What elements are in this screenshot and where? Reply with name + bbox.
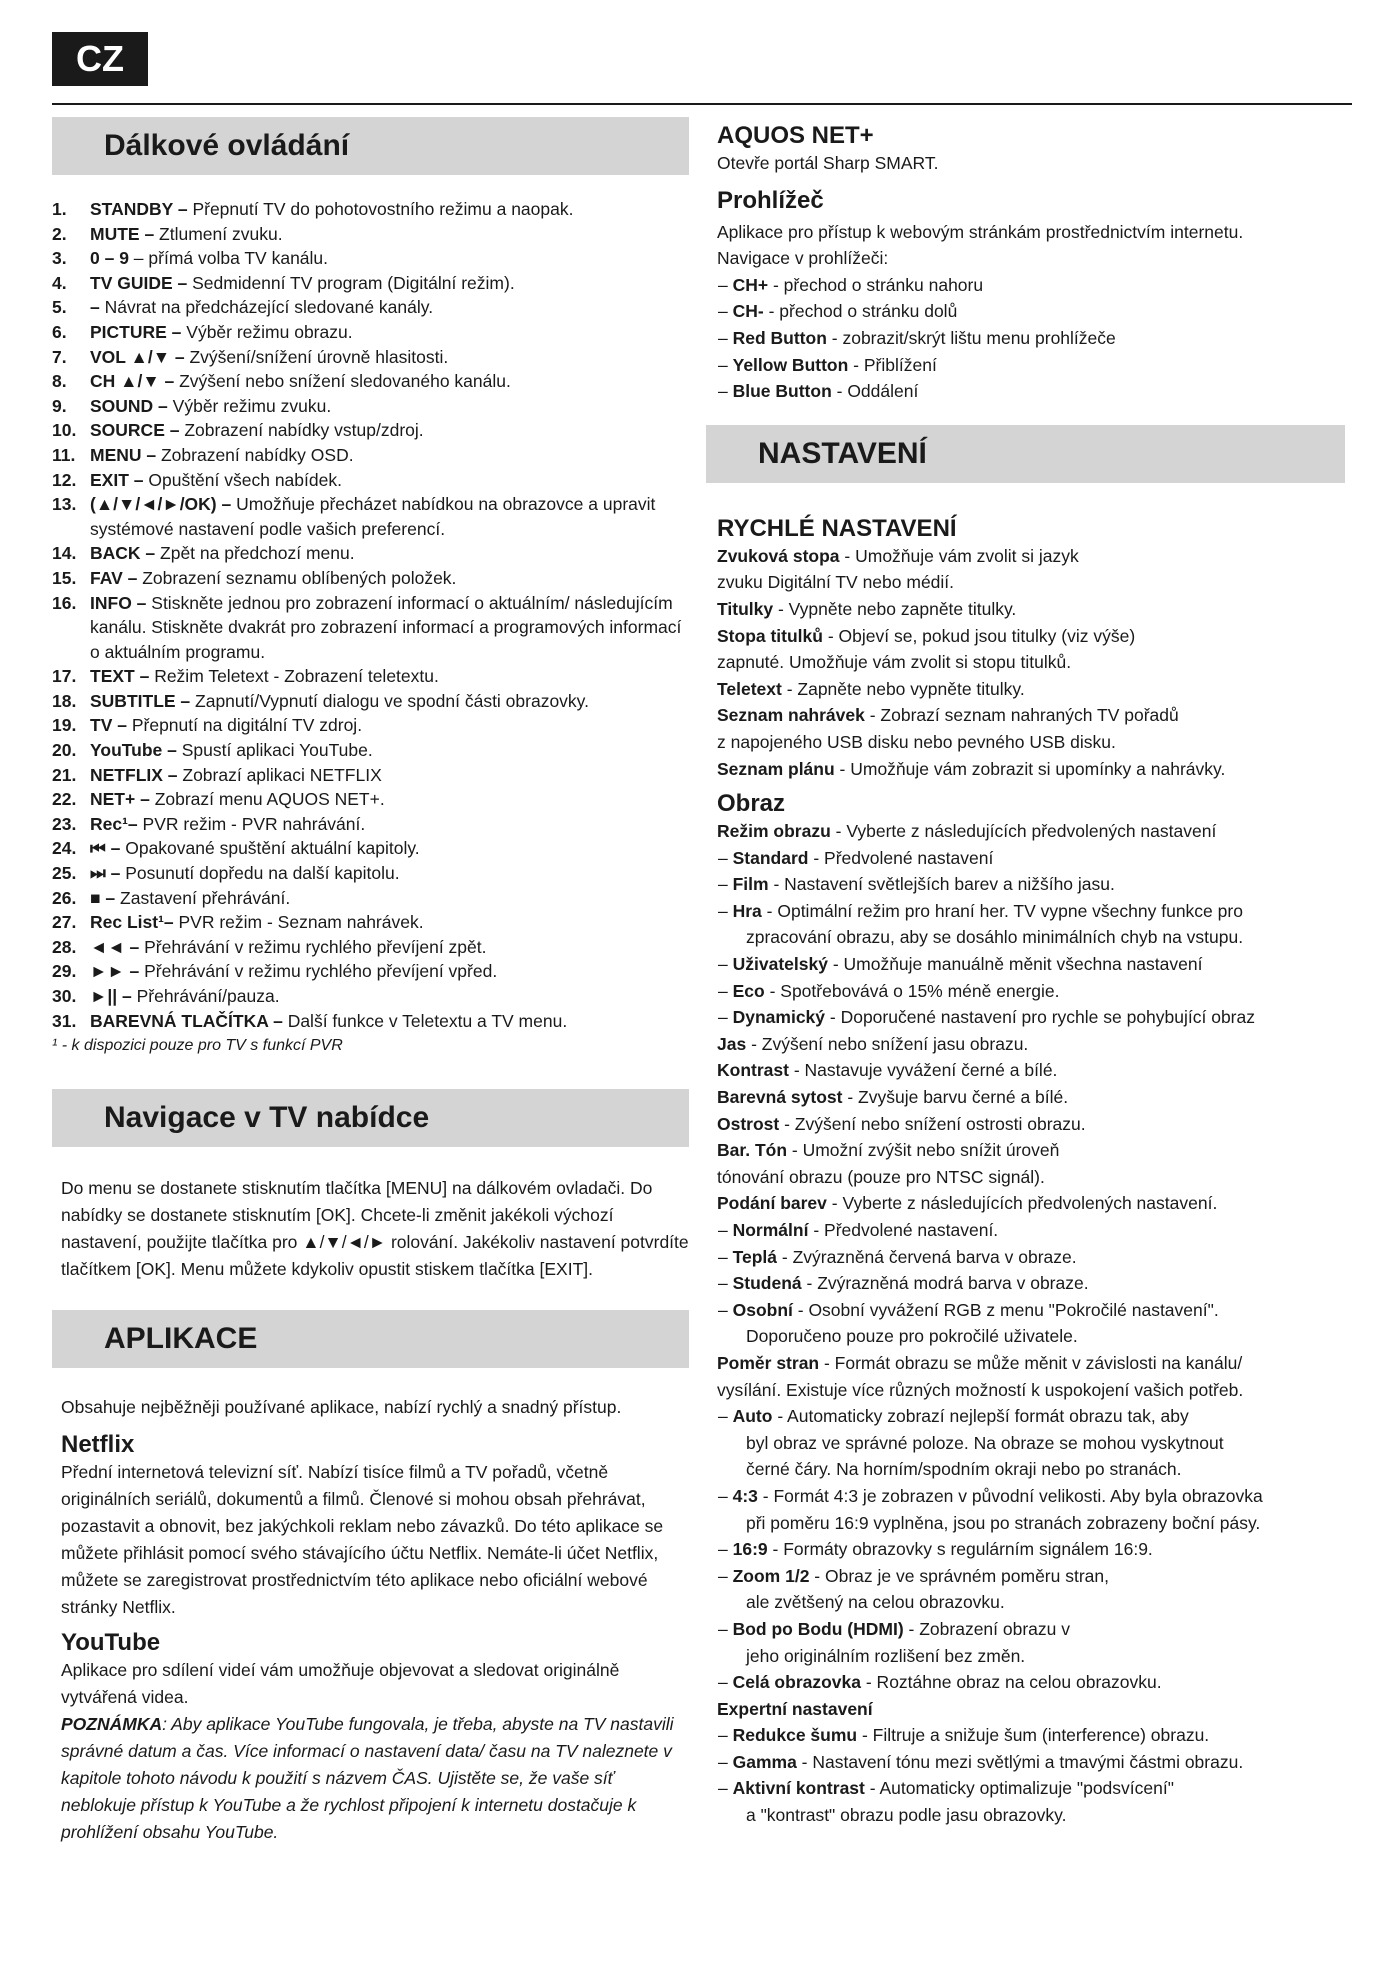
key-description: Zvýšení/snížení úrovně hlasitosti. — [184, 346, 449, 367]
picture-setting-line: – Uživatelský - Umožňuje manuálně měnit všechna nastavení — [718, 954, 1203, 975]
quick-setting-line — [708, 649, 1345, 676]
remote-item — [52, 886, 689, 911]
item-number: 1. — [52, 199, 67, 219]
key-label: EXIT – — [90, 469, 144, 490]
setting-desc: černé čáry. Na horním/spodním okraji nebo po stranách. — [746, 1459, 1182, 1480]
picture-setting-line: – Osobní - Osobní vyvážení RGB z menu "Pokročilé nastavení". — [718, 1299, 1219, 1320]
key-label: ►|| – — [90, 986, 132, 1006]
setting-desc: - Zvyšuje barvu černé a bílé. — [842, 1087, 1069, 1108]
netflix-text: Přední internetová televizní síť. Nabízí tisíce filmů a TV pořadů, včetně originálních seriálů, dokumentů a filmů. Členové si mohou obsah přehrávat, pozastavit a obnovit, bez jakýchkoli reklam nebo závazků. Do této aplikace se můžete přihlásit pomocí svého stávajícího účtu Netflix. Nemáte-li účet Netflix, můžete se zaregistrovat prostřednictvím této aplikace nebo oficiální webové stránky Netflix. — [61, 1462, 664, 1618]
remote-item — [52, 812, 689, 837]
picture-setting-line: – Dynamický - Doporučené nastavení pro rychle se pohybující obraz — [718, 1007, 1255, 1028]
picture-setting-line — [708, 1456, 1345, 1483]
browser-list — [708, 272, 1345, 405]
key-label: INFO – — [90, 592, 147, 613]
key-description: Zobrazení nabídky OSD. — [156, 444, 354, 465]
setting-name: Stopa titulků — [717, 625, 823, 646]
item-number: 27. — [52, 912, 77, 933]
item-number: 4. — [52, 272, 67, 293]
picture-setting-line: – Bod po Bodu (HDMI) - Zobrazení obrazu v — [718, 1618, 1070, 1639]
setting-desc: - Nastavení tónu mezi světlými a tmavými částmi obrazu. — [796, 1751, 1244, 1772]
remote-item — [52, 541, 689, 566]
remote-item — [52, 935, 689, 960]
remote-item — [52, 984, 689, 1009]
setting-name: Seznam nahrávek — [717, 705, 865, 726]
setting-name: Hra — [732, 900, 762, 921]
setting-desc: - Zvýrazněná modrá barva v obraze. — [801, 1273, 1089, 1294]
key-label: ■ – — [90, 887, 116, 908]
note-text: : Aby aplikace YouTube fungovala, je třeba, abyste na TV nastavili správné datum a čas. Více informací o nastavení data/ času na TV naleznete v kapitole tohoto návodu k použití s názvem ČAS. Ujistěte se, že vaše síť neblokuje přístup k YouTube a že rychlost připojení k internetu dostačuje k prohlížení obsahu YouTube. — [61, 1714, 674, 1843]
key-description: Zobrazí aplikaci NETFLIX — [177, 764, 382, 785]
remote-list — [52, 197, 689, 1033]
setting-desc: - Objeví se, pokud jsou titulky (viz výše) — [822, 625, 1136, 646]
setting-desc: - Spotřebovává o 15% méně energie. — [764, 980, 1060, 1001]
key-description: Přehrávání v režimu rychlého převíjení vpřed. — [139, 961, 498, 982]
browser-key: CH- — [732, 301, 764, 322]
settings-heading: NASTAVENÍ — [706, 425, 1345, 483]
setting-desc: - Filtruje a snižuje šum (interference) obrazu. — [857, 1725, 1210, 1746]
setting-name: Standard — [732, 847, 809, 868]
remote-item — [52, 246, 689, 271]
browser-title: Prohlížeč — [717, 186, 824, 214]
picture-setting-line — [708, 924, 1345, 951]
navigation-text: Do menu se dostanete stisknutím tlačítka [MENU] na dálkovém ovladači. Do nabídky se dostanete stisknutím [OK]. Chcete-li změnit jakékoli výchozí nastavení, použijte tlačítka pro ▲/▼/◄/► rolování. Jakékoliv nastavení potvrdíte tlačítkem [OK]. Menu můžete kdykoliv opustit stiskem tlačítka [EXIT]. — [61, 1178, 689, 1280]
key-label: ►► – — [90, 961, 140, 982]
key-label: ⏭ – — [90, 863, 121, 884]
key-description: Zvýšení nebo snížení sledovaného kanálu. — [174, 371, 511, 392]
apps-intro: Obsahuje nejběžněji používané aplikace, nabízí rychlý a snadný přístup. — [61, 1397, 622, 1418]
right-column — [708, 122, 1345, 1829]
item-number: 23. — [52, 813, 77, 834]
setting-name: Podání barev — [717, 1193, 827, 1214]
picture-setting-line — [708, 1137, 1345, 1164]
picture-setting-line: – Auto - Automaticky zobrazí nejlepší formát obrazu tak, aby — [718, 1406, 1189, 1427]
key-label: CH ▲/▼ – — [90, 371, 175, 392]
note-label: POZNÁMKA — [61, 1714, 163, 1735]
item-number: 25. — [52, 863, 77, 884]
remote-item — [52, 664, 689, 689]
item-number: 6. — [52, 321, 67, 342]
remote-item — [52, 271, 689, 296]
key-label: BACK – — [90, 543, 156, 564]
setting-desc: Doporučeno pouze pro pokročilé uživatele. — [746, 1326, 1078, 1347]
item-number: 2. — [52, 223, 67, 244]
item-number: 22. — [52, 789, 77, 810]
setting-desc: - Předvolené nastavení. — [808, 1220, 999, 1240]
setting-name: Eco — [732, 980, 765, 1001]
key-description: Umožňuje přecházet nabídkou na obrazovce a upravit systémové nastavení podle vašich preferencí. — [90, 494, 656, 539]
key-label: VOL ▲/▼ – — [90, 346, 185, 367]
picture-setting-line — [708, 1696, 1345, 1723]
picture-setting-line — [708, 1057, 1345, 1084]
picture-title: Obraz — [717, 790, 786, 818]
item-number: 18. — [52, 690, 77, 711]
setting-name: Zvuková stopa — [717, 545, 840, 566]
remote-item — [52, 197, 689, 222]
setting-desc: - Optimální režim pro hraní her. TV vypne všechny funkce pro — [761, 900, 1243, 921]
setting-name: Normální — [732, 1220, 809, 1240]
key-description: Opakované spuštění aktuální kapitoly. — [120, 838, 420, 859]
remote-item — [52, 591, 689, 665]
browser-key: Yellow Button — [732, 354, 849, 375]
youtube-note — [52, 1711, 689, 1846]
header-rule — [52, 103, 1352, 105]
picture-setting-line — [708, 1802, 1345, 1829]
setting-desc: - Umožní zvýšit nebo snížit úroveň — [787, 1140, 1060, 1161]
key-description: Zpět na předchozí menu. — [155, 543, 355, 564]
item-number: 16. — [52, 592, 77, 613]
setting-name: 16:9 — [732, 1539, 768, 1560]
picture-setting-line — [708, 818, 1345, 845]
key-label: TEXT – — [90, 666, 150, 687]
key-label: TV GUIDE – — [90, 272, 188, 293]
remote-item — [52, 787, 689, 812]
key-label: ⏮ – — [90, 838, 121, 859]
setting-name: Redukce šumu — [732, 1725, 858, 1746]
key-description: Přepnutí na digitální TV zdroj. — [126, 715, 363, 736]
key-description: – přímá volba TV kanálu. — [128, 248, 329, 269]
browser-desc: - Oddálení — [831, 381, 919, 402]
quick-settings-title: RYCHLÉ NASTAVENÍ — [717, 514, 957, 542]
setting-desc: - Nastavuje vyvážení černé a bílé. — [788, 1060, 1058, 1081]
picture-setting-line: – Hra - Optimální režim pro hraní her. TV vypne všechny funkce pro — [718, 900, 1243, 921]
setting-name: Teletext — [717, 678, 782, 699]
picture-setting-line: – Aktivní kontrast - Automaticky optimalizuje "podsvícení" — [718, 1778, 1174, 1799]
setting-desc: vysílání. Existuje více různých možností k uspokojení vašich potřeb. — [717, 1379, 1244, 1400]
browser-key: Red Button — [732, 327, 827, 348]
item-number: 17. — [52, 666, 77, 687]
picture-setting-line — [708, 1190, 1345, 1217]
setting-name: Ostrost — [717, 1113, 780, 1134]
item-number: 24. — [52, 838, 77, 859]
item-number: 20. — [52, 740, 77, 761]
navigation-heading: Navigace v TV nabídce — [52, 1089, 689, 1147]
remote-item — [52, 443, 689, 468]
remote-item — [52, 468, 689, 493]
setting-desc: - Formát 4:3 je zobrazen v původní velikosti. Aby byla obrazovka — [757, 1485, 1263, 1506]
setting-name: Celá obrazovka — [732, 1672, 861, 1693]
browser-key: Blue Button — [732, 381, 832, 402]
setting-desc: - Zobrazení obrazu v — [903, 1618, 1070, 1639]
browser-text-2: Navigace v prohlížeči: — [717, 248, 889, 269]
picture-setting-line — [708, 1084, 1345, 1111]
setting-name: Uživatelský — [732, 954, 828, 975]
browser-item: – CH+ - přechod o stránku nahoru — [718, 274, 984, 295]
picture-setting-line — [708, 1111, 1345, 1138]
item-number: 14. — [52, 543, 77, 564]
key-label: NETFLIX – — [90, 764, 178, 785]
netflix-title: Netflix — [61, 1431, 135, 1459]
setting-name: Film — [732, 874, 769, 895]
key-description: Přehrávání/pauza. — [131, 986, 280, 1006]
item-number: 5. — [52, 297, 67, 318]
picture-settings-list — [708, 818, 1345, 1829]
remote-item — [52, 492, 689, 541]
key-label: BAREVNÁ TLAČÍTKA – — [90, 1010, 283, 1031]
remote-item — [52, 713, 689, 738]
quick-settings-list — [708, 543, 1345, 782]
remote-item — [52, 689, 689, 714]
setting-desc: byl obraz ve správné poloze. Na obraze se mohou vyskytnout — [746, 1432, 1224, 1453]
item-number: 3. — [52, 248, 67, 269]
key-label: FAV – — [90, 567, 138, 588]
key-label: NET+ – — [90, 789, 150, 810]
browser-item: – Yellow Button - Přiblížení — [718, 354, 937, 375]
item-number: 8. — [52, 371, 67, 392]
remote-item — [52, 320, 689, 345]
item-number: 12. — [52, 469, 77, 490]
setting-desc: - Automaticky zobrazí nejlepší formát obrazu tak, aby — [772, 1406, 1189, 1427]
picture-setting-line: – Standard - Předvolené nastavení — [718, 847, 994, 868]
remote-item — [52, 910, 689, 935]
remote-item — [52, 836, 689, 861]
key-description: Zobrazí menu AQUOS NET+. — [149, 789, 385, 810]
key-description: Posunutí dopředu na další kapitolu. — [120, 863, 400, 884]
setting-name: 4:3 — [732, 1485, 758, 1506]
setting-name: Studená — [732, 1273, 802, 1294]
picture-setting-line: – Normální - Předvolené nastavení. — [718, 1220, 999, 1240]
setting-desc: z napojeného USB disku nebo pevného USB disku. — [717, 731, 1116, 752]
picture-setting-line: – 16:9 - Formáty obrazovky s regulárním signálem 16:9. — [718, 1539, 1153, 1560]
quick-setting-line — [708, 623, 1345, 650]
picture-setting-line — [708, 1589, 1345, 1616]
quick-setting-line — [708, 702, 1345, 729]
browser-item: – Blue Button - Oddálení — [718, 381, 919, 402]
browser-item: – Red Button - zobrazit/skrýt lištu menu prohlížeče — [718, 327, 1116, 348]
key-description: Zobrazení seznamu oblíbených položek. — [137, 567, 457, 588]
aquos-title: AQUOS NET+ — [717, 122, 874, 149]
setting-name: Osobní — [732, 1299, 793, 1320]
setting-name: Teplá — [732, 1246, 778, 1267]
item-number: 31. — [52, 1010, 77, 1031]
key-description: Opuštění všech nabídek. — [143, 469, 342, 490]
key-label: 0 – 9 — [90, 248, 129, 269]
setting-desc: - Zvýšení nebo snížení ostrosti obrazu. — [779, 1113, 1086, 1134]
quick-setting-line — [708, 596, 1345, 623]
key-description: Sedmidenní TV program (Digitální režim). — [187, 272, 515, 293]
key-description: Výběr režimu obrazu. — [181, 321, 353, 342]
item-number: 7. — [52, 346, 67, 367]
browser-key: CH+ — [732, 274, 769, 295]
picture-setting-line — [708, 1350, 1345, 1377]
key-label: MENU – — [90, 444, 157, 465]
setting-name: Aktivní kontrast — [732, 1778, 865, 1799]
setting-name: Kontrast — [717, 1060, 789, 1081]
setting-desc: - Umožňuje vám zobrazit si upomínky a nahrávky. — [834, 758, 1226, 779]
setting-name: Barevná sytost — [717, 1087, 843, 1108]
remote-item — [52, 295, 689, 320]
browser-desc: - přechod o stránku dolů — [763, 301, 958, 322]
item-number: 29. — [52, 961, 77, 982]
key-description: PVR režim - Seznam nahrávek. — [173, 912, 424, 933]
remote-item — [52, 763, 689, 788]
item-number: 21. — [52, 764, 77, 785]
setting-name: Dynamický — [732, 1007, 826, 1028]
browser-item: – CH- - přechod o stránku dolů — [718, 301, 958, 322]
quick-setting-line — [708, 676, 1345, 703]
quick-setting-line — [708, 543, 1345, 570]
quick-setting-line — [708, 756, 1345, 783]
setting-desc: zpracování obrazu, aby se dosáhlo minimálních chyb na vstupu. — [746, 927, 1244, 948]
setting-desc: a "kontrast" obrazu podle jasu obrazovky. — [746, 1805, 1067, 1826]
picture-setting-line — [708, 1430, 1345, 1457]
setting-desc: - Zapněte nebo vypněte titulky. — [781, 678, 1025, 699]
setting-name: Bar. Tón — [717, 1140, 788, 1161]
browser-desc: - přechod o stránku nahoru — [768, 274, 984, 295]
youtube-title: YouTube — [61, 1629, 161, 1657]
setting-desc: - Zobrazí seznam nahraných TV pořadů — [864, 705, 1179, 726]
item-number: 9. — [52, 395, 67, 416]
setting-desc: - Nastavení světlejších barev a nižšího jasu. — [768, 874, 1115, 895]
setting-desc: - Vyberte z následujících předvolených nastavení. — [826, 1193, 1218, 1214]
setting-name: Zoom 1/2 — [732, 1565, 810, 1586]
setting-desc: - Osobní vyvážení RGB z menu "Pokročilé nastavení". — [792, 1299, 1219, 1320]
setting-desc: - Zvýrazněná červená barva v obraze. — [777, 1246, 1077, 1267]
picture-setting-line — [708, 1510, 1345, 1537]
picture-setting-line — [708, 1643, 1345, 1670]
remote-item — [52, 222, 689, 247]
setting-name: Expertní nastavení — [717, 1698, 873, 1719]
setting-desc: jeho originálním rozlišení bez změn. — [746, 1645, 1026, 1666]
remote-item — [52, 566, 689, 591]
item-number: 11. — [52, 444, 76, 465]
setting-desc: - Formát obrazu se může měnit v závislosti na kanálu/ — [819, 1352, 1243, 1373]
key-description: Režim Teletext - Zobrazení teletextu. — [149, 666, 439, 687]
key-label: (▲/▼/◄/►/OK) – — [90, 494, 232, 515]
picture-setting-line: – Zoom 1/2 - Obraz je ve správném poměru stran, — [718, 1565, 1109, 1586]
key-label: TV – — [90, 715, 127, 736]
setting-desc: - Předvolené nastavení — [808, 847, 994, 868]
setting-name: Auto — [732, 1406, 773, 1427]
setting-desc: - Roztáhne obraz na celou obrazovku. — [861, 1672, 1162, 1693]
key-label: PICTURE – — [90, 321, 182, 342]
remote-item — [52, 959, 689, 984]
key-description: Ztlumení zvuku. — [154, 223, 283, 244]
footnote: ¹ - k dispozici pouze pro TV s funkcí PVR — [52, 1037, 343, 1055]
remote-item — [52, 738, 689, 763]
setting-desc: zapnuté. Umožňuje vám zvolit si stopu titulků. — [717, 652, 1072, 673]
browser-desc: - Přiblížení — [848, 354, 937, 375]
key-description: Spustí aplikaci YouTube. — [176, 740, 373, 761]
key-label: ◄◄ – — [90, 936, 140, 957]
setting-desc: - Zvýšení nebo snížení jasu obrazu. — [746, 1033, 1029, 1054]
setting-desc: tónování obrazu (pouze pro NTSC signál). — [717, 1166, 1045, 1187]
picture-setting-line — [708, 1031, 1345, 1058]
remote-item — [52, 1009, 689, 1034]
item-number: 13. — [52, 494, 77, 515]
key-description: Přehrávání v režimu rychlého převíjení zpět. — [139, 936, 487, 957]
aquos-text: Otevře portál Sharp SMART. — [717, 153, 939, 173]
key-description: Zastavení přehrávání. — [115, 887, 291, 908]
quick-setting-line — [708, 729, 1345, 756]
key-description: Zobrazení nabídky vstup/zdroj. — [179, 420, 424, 441]
remote-item — [52, 861, 689, 886]
picture-setting-line — [708, 1377, 1345, 1404]
picture-setting-line: – 4:3 - Formát 4:3 je zobrazen v původní velikosti. Aby byla obrazovka — [718, 1485, 1263, 1506]
remote-item — [52, 369, 689, 394]
setting-name: Bod po Bodu (HDMI) — [732, 1618, 904, 1639]
remote-item — [52, 418, 689, 443]
key-description: Další funkce v Teletextu a TV menu. — [282, 1010, 568, 1031]
apps-heading: APLIKACE — [52, 1310, 689, 1368]
youtube-text: Aplikace pro sdílení videí vám umožňuje objevovat a sledovat originálně vytvářená videa. — [61, 1660, 620, 1708]
picture-setting-line: – Gamma - Nastavení tónu mezi světlými a tmavými částmi obrazu. — [718, 1751, 1244, 1772]
key-description: Stiskněte jednou pro zobrazení informací o aktuálním/ následujícím kanálu. Stiskněte dvakrát pro zobrazení informací a programových informací o aktuálním programu. — [90, 592, 682, 662]
setting-desc: zvuku Digitální TV nebo médií. — [717, 572, 955, 593]
key-description: Návrat na předcházející sledované kanály. — [99, 297, 434, 318]
key-label: SOURCE – — [90, 420, 180, 441]
setting-desc: - Umožňuje manuálně měnit všechna nastavení — [827, 954, 1203, 975]
key-label: STANDBY – — [90, 199, 188, 219]
key-label: – — [90, 297, 100, 318]
item-number: 10. — [52, 420, 77, 441]
setting-name: Titulky — [717, 598, 774, 619]
key-description: Výběr režimu zvuku. — [167, 395, 332, 416]
item-number: 15. — [52, 567, 77, 588]
setting-desc: - Umožňuje vám zvolit si jazyk — [839, 545, 1079, 566]
key-label: Rec List¹– — [90, 912, 174, 933]
picture-setting-line: – Eco - Spotřebovává o 15% méně energie. — [718, 980, 1060, 1001]
key-description: Zapnutí/Vypnutí dialogu ve spodní části obrazovky. — [190, 690, 589, 711]
key-label: MUTE – — [90, 223, 155, 244]
item-number: 30. — [52, 986, 77, 1006]
picture-setting-line: – Celá obrazovka - Roztáhne obraz na celou obrazovku. — [718, 1672, 1162, 1693]
remote-item — [52, 394, 689, 419]
setting-desc: ale zvětšený na celou obrazovku. — [746, 1592, 1005, 1613]
quick-setting-line — [708, 569, 1345, 596]
key-label: SOUND – — [90, 395, 168, 416]
picture-setting-line: – Teplá - Zvýrazněná červená barva v obraze. — [718, 1246, 1077, 1267]
item-number: 28. — [52, 936, 77, 957]
picture-setting-line: – Studená - Zvýrazněná modrá barva v obraze. — [718, 1273, 1089, 1294]
browser-desc: - zobrazit/skrýt lištu menu prohlížeče — [826, 327, 1116, 348]
key-label: YouTube – — [90, 740, 177, 761]
item-number: 26. — [52, 887, 77, 908]
setting-desc: - Obraz je ve správném poměru stran, — [809, 1565, 1109, 1586]
key-description: PVR režim - PVR nahrávání. — [137, 813, 366, 834]
left-column — [52, 117, 689, 1846]
picture-setting-line: – Film - Nastavení světlejších barev a nižšího jasu. — [718, 874, 1115, 895]
language-tab: CZ — [52, 32, 148, 86]
picture-setting-line: – Redukce šumu - Filtruje a snižuje šum (interference) obrazu. — [718, 1725, 1210, 1746]
setting-desc: - Formáty obrazovky s regulárním signálem 16:9. — [767, 1539, 1153, 1560]
setting-desc: - Doporučené nastavení pro rychle se pohybující obraz — [825, 1007, 1255, 1028]
setting-name: Poměr stran — [717, 1352, 820, 1373]
key-label: Rec¹– — [90, 813, 138, 834]
key-description: Přepnutí TV do pohotovostního režimu a naopak. — [187, 199, 574, 219]
setting-desc: - Vyberte z následujících předvolených nastavení — [830, 821, 1217, 842]
remote-item — [52, 345, 689, 370]
item-number: 19. — [52, 715, 77, 736]
browser-text-1: Aplikace pro přístup k webovým stránkám prostřednictvím internetu. — [717, 221, 1244, 242]
picture-setting-line — [708, 1164, 1345, 1191]
setting-desc: při poměru 16:9 vyplněna, jsou po stranách zobrazeny boční pásy. — [746, 1512, 1261, 1533]
setting-name: Seznam plánu — [717, 758, 835, 779]
picture-setting-line — [708, 1323, 1345, 1350]
setting-name: Režim obrazu — [717, 821, 831, 842]
setting-name: Gamma — [732, 1751, 797, 1772]
key-label: SUBTITLE – — [90, 690, 191, 711]
setting-desc: - Automaticky optimalizuje "podsvícení" — [864, 1778, 1174, 1799]
setting-name: Jas — [717, 1033, 747, 1054]
remote-heading: Dálkové ovládání — [52, 117, 689, 175]
setting-desc: - Vypněte nebo zapněte titulky. — [773, 598, 1017, 619]
